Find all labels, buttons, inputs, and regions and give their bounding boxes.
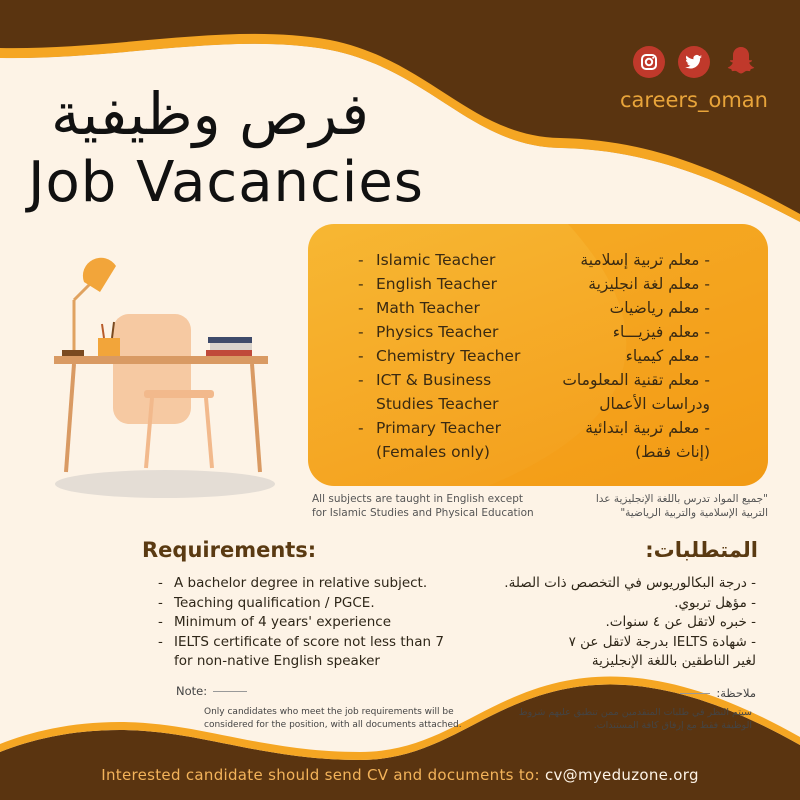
requirement-item-text: IELTS certificate of score not less than 7 (174, 633, 444, 650)
subjects-note-arabic (596, 492, 768, 520)
job-list-english (358, 248, 520, 464)
requirement-item-arabic: - مؤهل تربوي. (674, 594, 756, 611)
job-item (358, 416, 520, 440)
list-bullet: - (358, 419, 364, 437)
instagram-glyph (640, 53, 658, 71)
list-bullet: - (358, 251, 364, 269)
pencil-cup (98, 338, 120, 356)
job-item (358, 248, 520, 272)
job-item-arabic: (إناث فقط) (635, 443, 710, 461)
twitter-icon[interactable] (678, 46, 710, 78)
requirement-item-text: Teaching qualification / PGCE. (174, 594, 375, 611)
job-item-text: Math Teacher (376, 299, 480, 317)
note-label-text: Note: (176, 684, 208, 698)
requirement-item-text: Minimum of 4 years' experience (174, 614, 392, 630)
note-divider (213, 691, 247, 692)
job-item-text: Chemistry Teacher (376, 347, 521, 365)
book (210, 343, 252, 350)
subjects-note-line: for Islamic Studies and Physical Education (312, 507, 534, 519)
requirement-item (158, 574, 444, 594)
job-item-text: Physics Teacher (376, 323, 499, 341)
job-item-arabic: ودراسات الأعمال (599, 395, 710, 413)
twitter-glyph (685, 54, 703, 70)
job-item (358, 272, 520, 296)
social-handle[interactable]: careers_oman (620, 88, 768, 112)
job-item (358, 440, 520, 464)
job-item-arabic: - معلم رياضيات (609, 299, 710, 317)
page-title-arabic: فرص وظيفية (51, 80, 369, 148)
job-item-text: Primary Teacher (376, 419, 501, 437)
subjects-note-line: All subjects are taught in English except (312, 493, 523, 505)
note-body-line: سيتم النظر في طلبات المتقدمين ممن تنطبق عليهم شروط (518, 707, 752, 718)
book (208, 337, 252, 343)
list-bullet: - (358, 275, 364, 293)
list-bullet (158, 652, 174, 672)
note-body-line: Only candidates who meet the job requirements will be (204, 707, 454, 717)
note-label-arabic (680, 686, 756, 700)
instagram-icon[interactable] (633, 46, 665, 78)
job-item-arabic: - معلم فيزيـــاء (612, 323, 710, 341)
list-bullet: - (158, 575, 163, 591)
job-item-arabic: - معلم لغة انجليزية (588, 275, 710, 293)
requirement-item-arabic: - درجة البكالوريوس في التخصص ذات الصلة. (504, 575, 756, 591)
requirement-item-text: A bachelor degree in relative subject. (174, 575, 428, 591)
job-list-panel (308, 224, 768, 486)
list-bullet: - (158, 594, 163, 611)
requirement-item-arabic: - خبره لاتقل عن ٤ سنوات. (605, 614, 756, 630)
list-bullet (358, 392, 376, 416)
job-item-text: ICT & Business (376, 371, 492, 389)
note-body-english (204, 706, 462, 732)
requirements-list-arabic (504, 574, 756, 672)
note-body-line: الوظيفة فقط مع إرفاق كافة المستندات. (593, 720, 752, 731)
subjects-note-english (312, 492, 534, 520)
list-bullet: - (158, 633, 163, 650)
job-item-arabic: - معلم كيمياء (625, 347, 710, 365)
snapchat-icon[interactable] (724, 44, 758, 78)
list-bullet: - (358, 299, 364, 317)
list-bullet (358, 440, 376, 464)
job-item (358, 296, 520, 320)
floor-shadow (55, 470, 275, 498)
job-item (358, 368, 520, 392)
list-bullet: - (358, 371, 364, 389)
footer-contact (0, 766, 800, 784)
list-bullet: - (158, 614, 163, 630)
desk-top (54, 356, 268, 364)
job-item-text: English Teacher (376, 275, 498, 293)
requirement-item-arabic: لغير الناطقين باللغة الإنجليزية (591, 653, 756, 669)
note-body-line: considered for the position, with all documents attached. (204, 720, 462, 730)
book (206, 350, 252, 356)
requirement-item-arabic: - شهادة IELTS بدرجة لاتقل عن ٧ (568, 633, 756, 650)
subjects-note-line: التربية الإسلامية والتربية الرياضية" (620, 507, 768, 519)
job-item-arabic: - معلم تقنية المعلومات (562, 371, 710, 389)
note-body-arabic (519, 706, 752, 732)
page-title: Job Vacancies (28, 150, 424, 215)
list-bullet: - (358, 347, 364, 365)
snapchat-glyph (724, 44, 758, 78)
requirement-item (158, 652, 444, 672)
job-item (358, 320, 520, 344)
requirements-heading: Requirements: (142, 538, 317, 562)
list-bullet: - (358, 323, 364, 341)
note-label-text: ملاحظة: (716, 686, 756, 700)
chair-seat (144, 390, 214, 398)
job-item-arabic: - معلم تربية ابتدائية (585, 419, 710, 437)
requirement-item (158, 633, 444, 653)
requirements-heading-arabic: المتطلبات: (645, 538, 758, 562)
footer-text: Interested candidate should send CV and documents to: (101, 766, 540, 784)
requirement-item (158, 613, 444, 633)
job-item (358, 392, 520, 416)
note-label (176, 684, 247, 698)
job-list-arabic (562, 248, 710, 464)
lamp-base (62, 350, 84, 356)
note-divider (680, 693, 710, 694)
job-item (358, 344, 520, 368)
job-item-text: (Females only) (376, 443, 490, 461)
contact-email-link[interactable]: cv@myeduzone.org (544, 766, 699, 784)
job-item-text: Studies Teacher (376, 395, 499, 413)
subjects-note-line: "جميع المواد تدرس باللغة الإنجليزية عدا (595, 493, 768, 505)
requirement-item (158, 594, 444, 614)
job-item-text: Islamic Teacher (376, 251, 496, 269)
job-item-arabic: - معلم تربية إسلامية (580, 251, 710, 269)
requirements-list-english (158, 574, 444, 672)
requirement-item-text: for non-native English speaker (174, 653, 380, 669)
